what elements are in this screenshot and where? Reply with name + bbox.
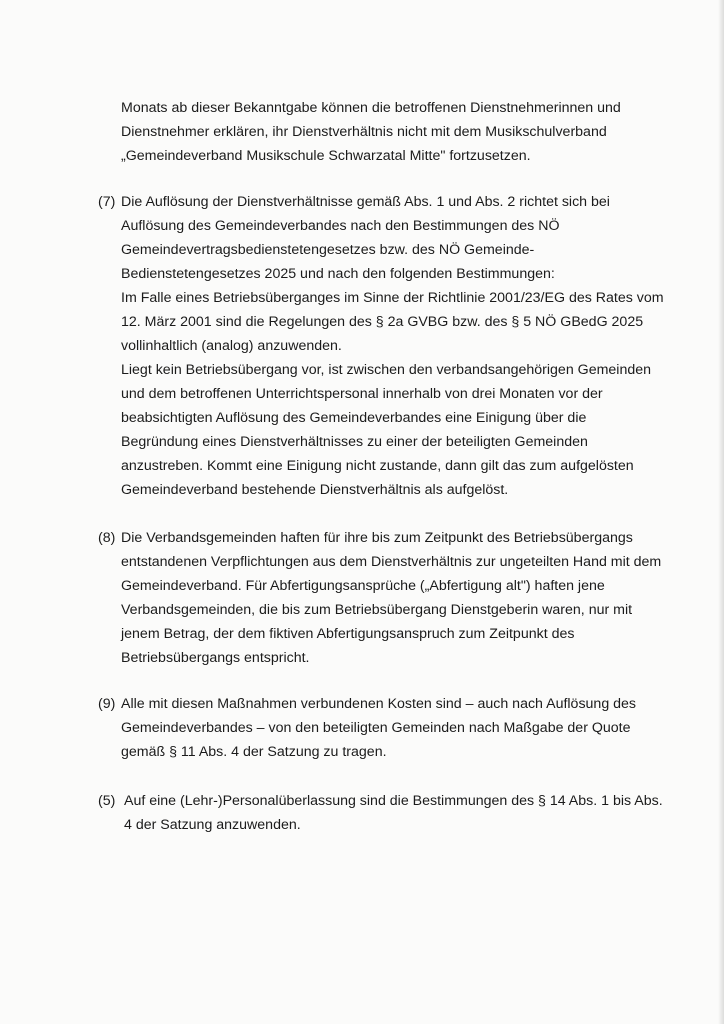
- section-number: (5): [98, 793, 116, 809]
- section-line: Die Verbandsgemeinden haften für ihre bis zum Zeitpunkt des Betriebsübergangs: [121, 530, 633, 546]
- section-line: jenem Betrag, der dem fiktiven Abfertigungsanspruch zum Zeitpunkt des: [121, 626, 575, 642]
- section-number: (7): [98, 194, 116, 210]
- section-line: und dem betroffenen Unterrichtspersonal innerhalb von drei Monaten vor der: [121, 386, 603, 402]
- section-line: Verbandsgemeinden, die bis zum Betriebsübergang Dienstgeberin waren, nur mit: [121, 602, 633, 618]
- intro-line: Monats ab dieser Bekanntgabe können die betroffenen Dienstnehmerinnen und: [121, 100, 621, 116]
- section-line: Im Falle eines Betriebsüberganges im Sinne der Richtlinie 2001/23/EG des Rates vom: [121, 290, 664, 306]
- section-line: Gemeindevertragsbedienstetengesetzes bzw. des NÖ Gemeinde-: [121, 242, 535, 258]
- intro-line: Dienstnehmer erklären, ihr Dienstverhältnis nicht mit dem Musikschulverband: [121, 124, 607, 140]
- section-line: 4 der Satzung anzuwenden.: [124, 817, 301, 833]
- section-line: Liegt kein Betriebsübergang vor, ist zwischen den verbandsangehörigen Gemeinden: [121, 362, 652, 378]
- section-line: Gemeindeverband bestehende Dienstverhältnis als aufgelöst.: [121, 482, 509, 498]
- page-edge-shadow: [718, 0, 724, 1024]
- section-line: Gemeindeverbandes – von den beteiligten Gemeinden nach Maßgabe der Quote: [121, 720, 631, 736]
- section-line: Betriebsübergangs entspricht.: [121, 650, 310, 666]
- section-line: Gemeindeverband. Für Abfertigungsansprüche („Abfertigung alt") haften jene: [121, 578, 605, 594]
- section-line: Begründung eines Dienstverhältnisses zu einer der beteiligten Gemeinden: [121, 434, 588, 450]
- section-line: Alle mit diesen Maßnahmen verbundenen Kosten sind – auch nach Auflösung des: [121, 696, 637, 712]
- section-line: vollinhaltlich (analog) anzuwenden.: [121, 338, 342, 354]
- section-number: (9): [98, 696, 116, 712]
- section-line: anzustreben. Kommt eine Einigung nicht zustande, dann gilt das zum aufgelösten: [121, 458, 634, 474]
- section-line: entstandenen Verpflichtungen aus dem Dienstverhältnis zur ungeteilten Hand mit dem: [121, 554, 662, 570]
- section-line: gemäß § 11 Abs. 4 der Satzung zu tragen.: [121, 744, 387, 760]
- section-line: Auflösung des Gemeindeverbandes nach den Bestimmungen des NÖ: [121, 218, 560, 234]
- section-line: 12. März 2001 sind die Regelungen des § 2a GVBG bzw. des § 5 NÖ GBedG 2025: [121, 314, 644, 330]
- section-number: (8): [98, 530, 116, 546]
- section-line: beabsichtigten Auflösung des Gemeindeverbandes eine Einigung über die: [121, 410, 587, 426]
- section-line: Bedienstetengesetzes 2025 und nach den folgenden Bestimmungen:: [121, 266, 555, 282]
- section-line: Auf eine (Lehr-)Personalüberlassung sind die Bestimmungen des § 14 Abs. 1 bis Abs.: [124, 793, 663, 809]
- section-line: Die Auflösung der Dienstverhältnisse gemäß Abs. 1 und Abs. 2 richtet sich bei: [121, 194, 610, 210]
- intro-line: „Gemeindeverband Musikschule Schwarzatal Mitte" fortzusetzen.: [121, 148, 531, 164]
